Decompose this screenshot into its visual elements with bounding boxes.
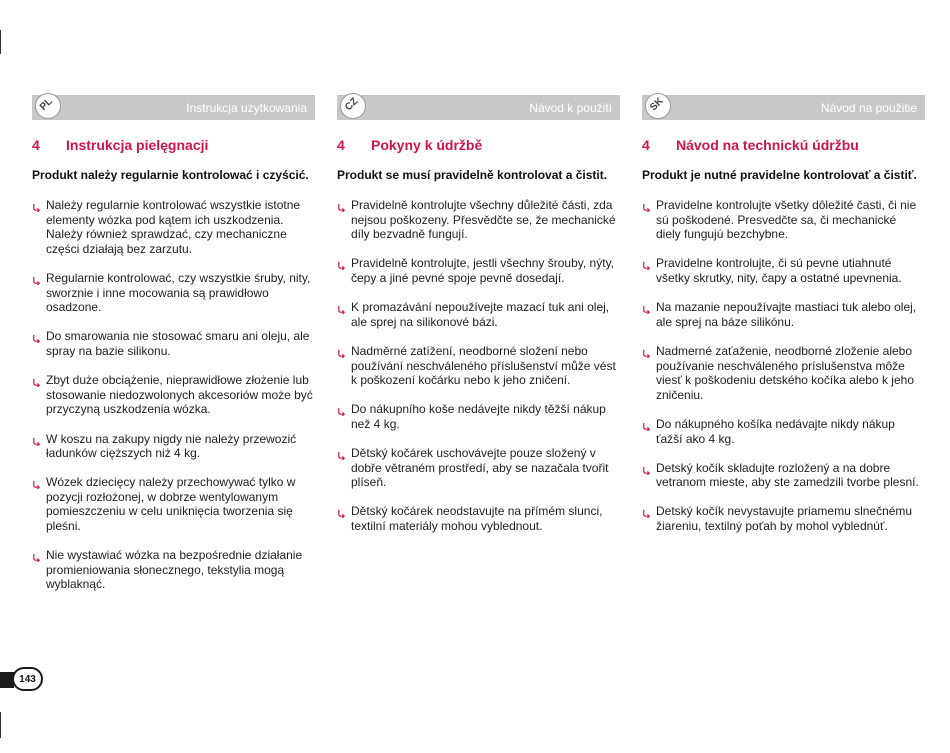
instruction-line: sú poškodené. Presvedčte sa, či mechanické [656,212,897,227]
instruction-line: wyblaknąć. [46,577,106,592]
arrow-hook-icon [642,347,651,356]
instruction-line: Do smarowania nie stosować smaru ani oleju, ale [46,329,310,344]
instruction-line: díly bezvadně fungují. [351,227,468,242]
instruction-item [337,300,620,329]
instruction-line: Dětský kočárek uschovávejte pouze složený v [351,446,596,461]
arrow-hook-icon [32,332,41,341]
instruction-item [32,271,315,315]
instruction-line: pleśni. [46,519,81,534]
instruction-line: W koszu na zakupy nigdy nie należy przewozić [46,431,297,446]
instruction-line: pomieszczeniu w celu uniknięcia tworzenia się [46,504,293,519]
instruction-line: pozycji rozłożonej, w dobrze wentylowanym [46,489,279,504]
arrow-hook-icon [32,435,41,444]
instruction-line: Regularnie kontrolować, czy wszystkie śruby, nity, [46,270,311,285]
arrow-hook-icon [642,507,651,516]
section-heading [337,137,620,155]
instruction-line: Detský kočík nevystavujte priamemu slnečnému [656,504,913,519]
instruction-item [642,504,925,533]
instruction-line: plíseň. [351,475,387,490]
instruction-line: Pravidelne kontrolujte všetky dôležité časti, či nie [656,198,917,212]
arrow-hook-icon [337,405,346,414]
manual-title: Instrukcja użytkowania [186,101,307,115]
intro-text: Produkt je nutné pravidelne kontrolovať a čistiť. [642,168,917,182]
instruction-line: stosowanie niedozwolonych akcesoriów może być [46,387,313,402]
intro-text: Produkt należy regularnie kontrolować i czyścić. [32,168,309,182]
language-header-bar [337,95,620,120]
instruction-line: Należy regularnie kontrolować wszystkie istotne [46,198,301,212]
instruction-line: Do nákupního koše nedávejte nikdy těžší nákup [351,402,606,417]
instruction-item [337,402,620,431]
instruction-line: elementy wózka pod kątem ich uszkodzenia. [46,212,284,227]
arrow-hook-icon [642,259,651,268]
language-code: CZ [343,95,361,114]
language-code: PL [37,96,55,113]
instruction-line: ale sprej na silikonové bázi. [351,314,498,329]
instruction-item [337,256,620,285]
arrow-hook-icon [32,551,41,560]
instruction-item [337,344,620,388]
instruction-item [32,475,315,533]
instruction-item [642,344,925,402]
manual-title: Návod na použitie [820,101,917,115]
instruction-line: vetranom mieste, aby ste zamedzili tvorbe plesní. [656,475,919,490]
language-code: SK [648,95,666,114]
instruction-item [642,461,925,490]
instruction-item [32,373,315,417]
language-badge [645,93,671,119]
instruction-list [642,198,925,534]
instruction-line: dobře větraném prostředí, aby se nazačala tvořit [351,460,609,475]
instruction-line: k poškození kočárku nebo k jeho zničení. [351,373,571,388]
arrow-hook-icon [337,347,346,356]
manual-title: Návod k použití [529,101,612,115]
instruction-line: používání neschváleného příslušenství může vést [351,358,616,373]
instruction-item [337,446,620,490]
instruction-item [642,417,925,446]
instruction-line: Nie wystawiać wózka na bezpośrednie działanie [46,548,303,563]
instruction-line: diely fungujú bezchybne. [656,227,789,242]
instruction-list [32,198,315,592]
instruction-line: Należy również sprawdzać, czy mechaniczne [46,227,287,242]
instruction-line: Dětský kočárek neodstavujte na přímém slunci, [351,504,603,519]
instruction-item [32,548,315,592]
intro-text: Produkt se musí pravidelně kontrolovat a čistit. [337,168,608,182]
instruction-item [32,329,315,358]
instruction-line: Do nákupného košíka nedávajte nikdy nákup [656,416,895,431]
instruction-line: než 4 kg. [351,416,400,431]
section-number: 4 [642,137,650,153]
arrow-hook-icon [642,201,651,210]
instruction-line: Pravidelně kontrolujte, jestli všechny šrouby, nýty, [351,256,615,271]
arrow-hook-icon [642,420,651,429]
instruction-line: K promazávání nepoužívejte mazací tuk ani olej, [351,300,610,315]
language-badge [35,93,61,119]
instruction-line: spray na bazie silikonu. [46,343,171,358]
instruction-line: Pravidelne kontrolujte, či sú pevne utiahnuté [656,256,892,271]
arrow-hook-icon [32,274,41,283]
instruction-line: promieniowania słonecznego, tekstylia mogą [46,562,285,577]
section-heading [642,137,925,155]
instruction-item [642,300,925,329]
instruction-line: Pravidelně kontrolujte všechny důležité části, zda [351,198,613,212]
instruction-list [337,198,620,534]
section-title: Instrukcja pielęgnacji [66,137,209,153]
column-cz [337,95,620,548]
instruction-item [32,198,315,256]
column-sk [642,95,925,548]
language-header-bar [642,95,925,120]
arrow-hook-icon [642,303,651,312]
arrow-hook-icon [337,303,346,312]
arrow-hook-icon [337,449,346,458]
instruction-line: viesť k poškodeniu detského kočíka alebo k jeho [656,373,914,388]
instruction-line: žiareniu, textilný poťah by mohol vyblednúť. [656,519,888,534]
section-title: Pokyny k údržbě [371,137,483,153]
instruction-line: Wózek dziecięcy należy przechowywać tylko w [46,475,296,490]
section-title: Návod na technickú údržbu [676,137,859,153]
instruction-line: części działają bez zarzutu. [46,241,193,256]
instruction-item [642,256,925,285]
instruction-item [642,198,925,242]
crop-mark-top [0,30,1,54]
instruction-line: textilní materiály mohou vyblednout. [351,519,543,534]
instruction-line: zničeniu. [656,387,704,402]
arrow-hook-icon [32,376,41,385]
instruction-item [337,198,620,242]
crop-mark-bottom [0,712,1,738]
instruction-item [337,504,620,533]
instruction-line: Nadměrné zatížení, neodborné složení nebo [351,343,588,358]
language-badge [340,93,366,119]
arrow-hook-icon [337,259,346,268]
instruction-line: všetky skrutky, nity, čapy a ostatné upevnenia. [656,270,902,285]
instruction-line: Na mazanie nepoužívajte mastiaci tuk alebo olej, [656,300,917,315]
page-number-badge [12,667,43,691]
instruction-line: sworznie i inne mocowania są prawidłowo [46,285,269,300]
arrow-hook-icon [642,464,651,473]
instruction-line: Zbyt duże obciążenie, nieprawidłowe złożenie lub [46,373,309,388]
instruction-line: čepy a jiné pevné spoje pevně dosedají. [351,270,565,285]
instruction-item [32,432,315,461]
language-header-bar [32,95,315,120]
instruction-line: ťažší ako 4 kg. [656,431,735,446]
instruction-line: Nadmerné zaťaženie, neodborné zloženie alebo [656,343,913,358]
arrow-hook-icon [32,201,41,210]
instruction-line: ładunków cięższych niż 4 kg. [46,446,201,461]
section-number: 4 [32,137,40,153]
instruction-line: Detský kočík skladujte rozložený a na dobre [656,460,891,475]
instruction-line: nejsou poškozeny. Přesvědčte se, že mechanické [351,212,616,227]
instruction-line: przyczyną uszkodzenia wózka. [46,402,211,417]
section-number: 4 [337,137,345,153]
arrow-hook-icon [32,478,41,487]
page-number: 143 [19,674,36,685]
section-heading [32,137,315,155]
instruction-line: ale sprej na báze silikónu. [656,314,795,329]
instruction-line: osadzone. [46,300,102,315]
instruction-line: používanie neschváleného príslušenstva môže [656,358,905,373]
arrow-hook-icon [337,507,346,516]
arrow-hook-icon [337,201,346,210]
column-pl [32,95,315,607]
